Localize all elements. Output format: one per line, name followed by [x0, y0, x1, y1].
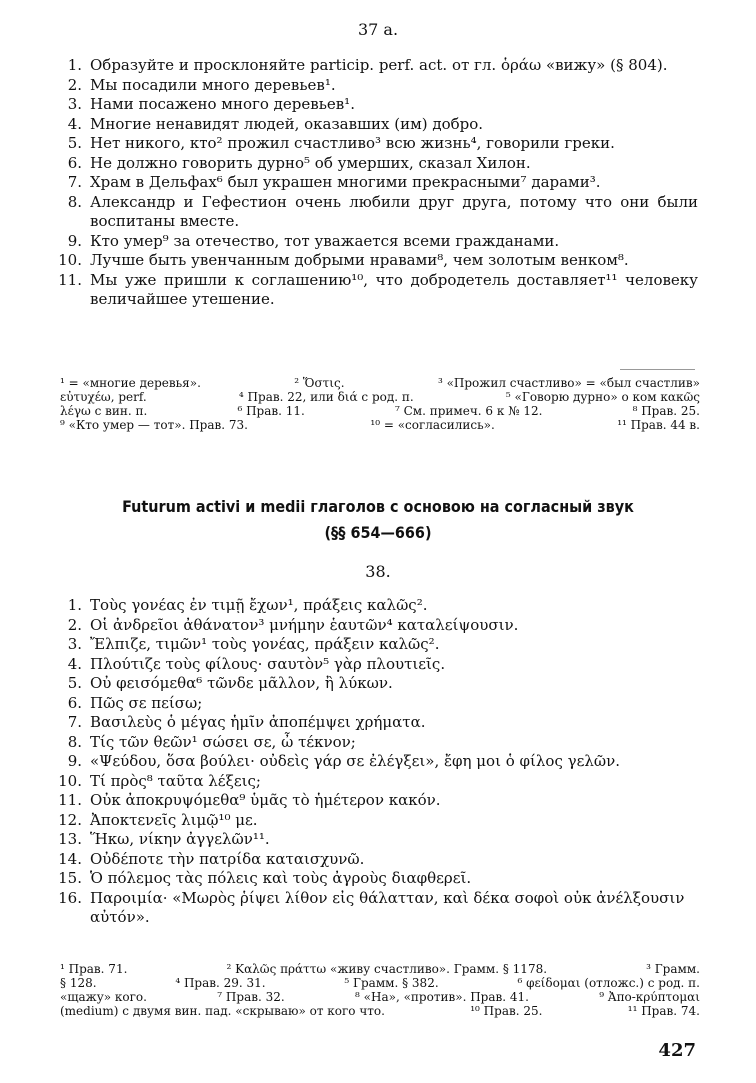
exercise-item [56, 694, 698, 714]
section-heading [40, 494, 716, 546]
item-text: Τί πρὸς⁸ ταῦτα λέξεις; [90, 771, 261, 790]
item-text: Ἥκω, νίκην ἀγγελῶν¹¹. [90, 830, 270, 848]
item-text: Βασιλεὺς ὁ μέγας ἡμῖν ἀποπέμψει χρήματα. [90, 713, 426, 731]
item-text: Мы уже пришли к соглашению¹⁰, что добродетель доставляет¹¹ человеку величайшее утешение. [90, 270, 698, 308]
item-number: 11. [58, 791, 82, 809]
footnote: ⁶ φείδομαι (отложс.) с род. п. [517, 976, 700, 990]
exercise-item [56, 869, 698, 889]
exercise-item [56, 154, 698, 174]
footnote: ¹¹ Прав. 74. [627, 1004, 700, 1018]
footnote: ² Καλῶς πράττω «живу счастливо». Грамм. § 1178. [226, 962, 548, 976]
exercise-38-footnotes [60, 962, 700, 1018]
page-number: 427 [658, 1040, 696, 1061]
exercise-item [56, 616, 698, 636]
item-number: 1. [67, 596, 82, 614]
footnote: (medium) с двумя вин. пад. «скрываю» от кого что. [60, 1004, 385, 1018]
footnote: ⁴ Прав. 29. 31. [175, 976, 266, 990]
item-number: 5. [67, 134, 82, 152]
exercise-item [56, 733, 698, 753]
item-number: 8. [67, 192, 82, 211]
section-heading-paragraphs: (§§ 654—666) [324, 523, 432, 542]
exercise-item [56, 752, 698, 772]
footnote-line [60, 976, 700, 990]
exercise-item [56, 193, 698, 232]
footnote: ⁷ См. примеч. 6 к № 12. [394, 404, 543, 418]
footnote: ¹¹ Прав. 44 в. [617, 418, 700, 432]
item-text: Οὐκ ἀποκρυψόμεθα⁹ ὑμᾶς τὸ ἡμέτερον κακόν. [90, 791, 441, 809]
item-number: 3. [67, 95, 82, 113]
item-number: 9. [67, 231, 82, 250]
item-number: 2. [67, 75, 82, 94]
exercise-item [56, 115, 698, 135]
footnote: § 128. [60, 976, 97, 990]
item-number: 10. [58, 251, 82, 269]
item-text: Πῶς σε πείσω; [90, 693, 203, 712]
exercise-37a-title: 37 а. [357, 20, 399, 39]
exercise-37a-footnotes [60, 376, 700, 432]
item-number: 7. [67, 173, 82, 191]
item-text: Образуйте и просклоняйте particip. perf. act. от гл. ὁράω «вижу» (§ 804). [90, 56, 668, 74]
footnote: ⁶ Прав. 11. [237, 404, 305, 418]
exercise-item [56, 251, 698, 271]
item-number: 14. [58, 849, 82, 868]
exercise-item [56, 56, 698, 76]
item-number: 2. [67, 615, 82, 634]
item-text: Кто умер⁹ за отечество, тот уважается всеми гражданами. [90, 231, 560, 250]
footnote: ⁴ Прав. 22, или διά с род. п. [238, 390, 414, 404]
footnote: λέγω с вин. п. [60, 404, 148, 418]
item-text: Храм в Дельфах⁶ был украшен многими прекрасными⁷ дарами³. [90, 173, 601, 191]
exercise-item [56, 889, 698, 928]
exercise-38-list [56, 596, 698, 928]
footnote: ⁹ Ἀπο-κρύπτομαι [599, 990, 700, 1004]
exercise-item [56, 173, 698, 193]
item-number: 6. [67, 153, 82, 172]
exercise-item [56, 655, 698, 675]
footnote: ¹⁰ Прав. 25. [470, 1004, 543, 1018]
item-text: Александр и Гефестион очень любили друг друга, потому что они были воспитаны вместе. [90, 192, 698, 230]
item-number: 4. [67, 114, 82, 133]
item-text: «Ψεύδου, ὅσα βούλει· οὐδεὶς γάρ σε ἐλέγξει», ἔφη μοι ὁ φίλος γελῶν. [90, 752, 620, 770]
exercise-item [56, 76, 698, 96]
exercise-item [56, 95, 698, 115]
footnote: ⁵ «Говорю дурно» о ком κακῶς [505, 390, 700, 404]
exercise-item [56, 271, 698, 310]
footnote-line [60, 962, 700, 976]
item-text: Не должно говорить дурно⁵ об умерших, сказал Хилон. [90, 153, 531, 172]
exercise-item [56, 596, 698, 616]
item-number: 7. [67, 713, 82, 731]
item-text: Нет никого, кто² прожил счастливо³ всю жизнь⁴, говорили греки. [90, 134, 615, 152]
item-number: 9. [67, 752, 82, 770]
item-text: Τίς τῶν θεῶν¹ σώσει σε, ὦ τέκνον; [90, 732, 356, 751]
exercise-item [56, 674, 698, 694]
item-text: Ἀποκτενεῖς λιμῷ¹⁰ με. [90, 810, 258, 829]
footnote: ⁹ «Кто умер — тот». Прав. 73. [60, 418, 248, 432]
footnote: εὐτυχέω, perf. [60, 390, 147, 404]
footnote-line [60, 404, 700, 418]
item-text: Οὐ φεισόμεθα⁶ τῶνδε μᾶλλον, ἢ λύκων. [90, 674, 393, 692]
item-number: 13. [58, 830, 82, 848]
footnote-line [60, 376, 700, 390]
item-text: Τοὺς γονέας ἐν τιμῇ ἔχων¹, πράξεις καλῶς². [90, 596, 428, 614]
exercise-item [56, 713, 698, 733]
footnote: ⁷ Прав. 32. [217, 990, 285, 1004]
exercise-item [56, 791, 698, 811]
item-number: 6. [67, 693, 82, 712]
footnote: ¹ Прав. 71. [60, 962, 128, 976]
item-text: Ὁ πόλεμος τὰς πόλεις καὶ τοὺς ἀγροὺς διαφθερεῖ. [90, 869, 472, 887]
exercise-item [56, 772, 698, 792]
item-text: Παροιμία· «Μωρὸς ῥίψει λίθον εἰς θάλατταν, καὶ δέκα σοφοὶ οὐκ ἀνέλξουσιν αὐτόν». [90, 888, 685, 926]
item-number: 15. [58, 869, 82, 887]
exercise-item [56, 232, 698, 252]
footnote: «щажу» кого. [60, 990, 147, 1004]
item-number: 16. [58, 888, 82, 907]
footnote: ¹⁰ = «согласились». [370, 418, 495, 432]
item-text: Нами посажено много деревьев¹. [90, 95, 355, 113]
footnote-divider [620, 369, 695, 370]
section-heading-line: Futurum activi и medii глаголов с основою на согласный звук [122, 497, 634, 516]
footnote: ³ «Прожил счастливо» = «был счастлив» [437, 376, 700, 390]
item-text: Лучше быть увенчанным добрыми нравами⁸, чем золотым венком⁸. [90, 251, 629, 269]
item-text: Ἔλπιζε, τιμῶν¹ τοὺς γονέας, πράξειν καλῶς². [90, 635, 440, 653]
exercise-item [56, 811, 698, 831]
item-text: Многие ненавидят людей, оказавших (им) добро. [90, 114, 484, 133]
item-text: Οἱ ἀνδρεῖοι ἀθάνατον³ μνήμην ἑαυτῶν⁴ καταλείψουσιν. [90, 615, 519, 634]
footnote-line [60, 418, 700, 432]
exercise-38-title: 38. [365, 562, 391, 581]
item-text: Πλούτιζε τοὺς φίλους· σαυτὸν⁵ γὰρ πλουτιεῖς. [90, 654, 446, 673]
exercise-37a-list [56, 56, 698, 310]
item-number: 8. [67, 732, 82, 751]
item-number: 5. [67, 674, 82, 692]
exercise-item [56, 830, 698, 850]
item-text: Οὐδέποτε τὴν πατρίδα καταισχυνῶ. [90, 849, 365, 868]
item-text: Мы посадили много деревьев¹. [90, 75, 336, 94]
item-number: 10. [58, 771, 82, 790]
exercise-item [56, 850, 698, 870]
item-number: 11. [58, 270, 82, 289]
footnote: ³ Грамм. [646, 962, 700, 976]
footnote: ⁸ Прав. 25. [632, 404, 700, 418]
exercise-item [56, 635, 698, 655]
footnote-line [60, 990, 700, 1004]
footnote: ¹ = «многие деревья». [60, 376, 201, 390]
item-number: 1. [67, 56, 82, 74]
exercise-item [56, 134, 698, 154]
footnote-line [60, 390, 700, 404]
footnote-line [60, 1004, 700, 1018]
item-number: 12. [58, 810, 82, 829]
item-number: 4. [67, 654, 82, 673]
item-number: 3. [67, 635, 82, 653]
footnote: ⁵ Грамм. § 382. [344, 976, 439, 990]
footnote: ² Ὅστις. [294, 376, 345, 390]
footnote: ⁸ «На», «против». Прав. 41. [355, 990, 529, 1004]
